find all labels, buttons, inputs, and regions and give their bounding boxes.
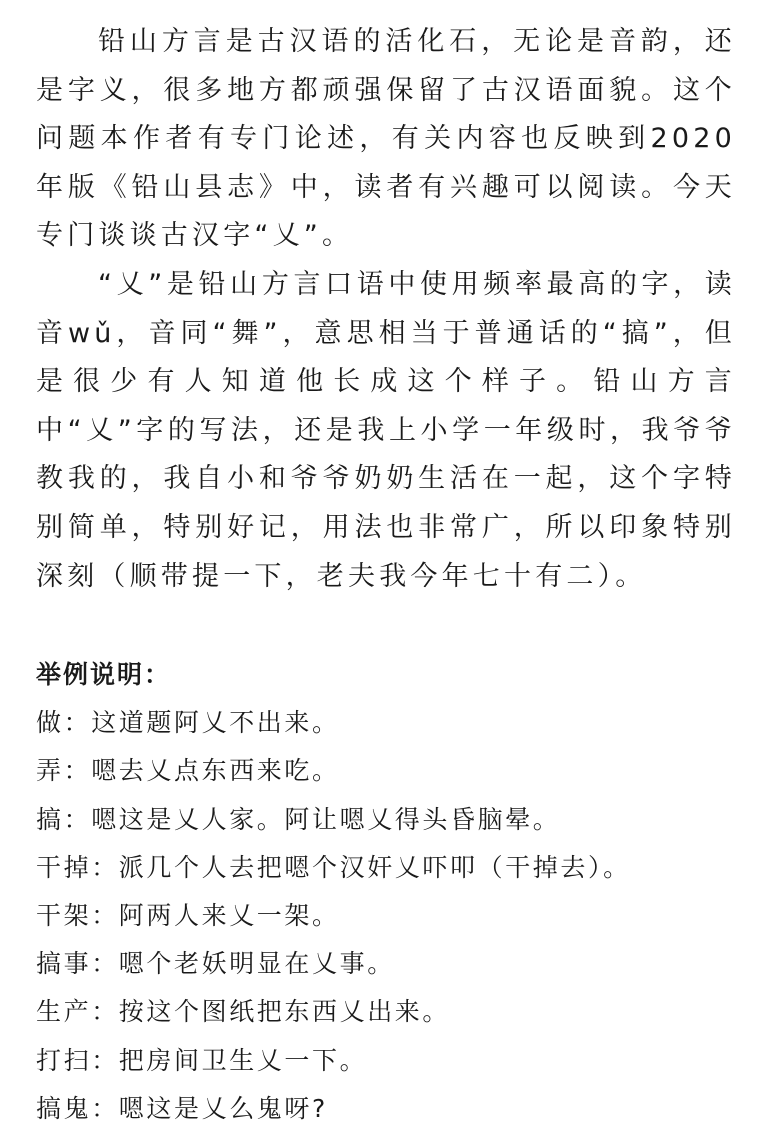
example-item-trouble: 搞事：嗯个老妖明显在乂事。: [36, 949, 395, 979]
article-body: [36, 18, 736, 1133]
section-spacer: [36, 601, 736, 651]
explanation-paragraph: “乂”是铅山方言口语中使用频率最高的字，读音wǔ，音同“舞”，意思相当于普通话的“搞”，但是很少有人知道他长成这个样子。铅山方言中“乂”字的写法，还是我上小学一年级时，我爷爷教我的，我自小和爷爷奶奶生活在一起，这个字特别简单，特别好记，用法也非常广，所以印象特别深刻（顺带提一下，老夫我今年七十有二）。: [36, 268, 736, 592]
example-item-eliminate: 干掉：派几个人去把嗯个汉奸乂吓叩（干掉去）。: [36, 852, 631, 882]
example-item-do: 做：这道题阿乂不出来。: [36, 708, 340, 738]
example-item-fight: 干架：阿两人来乂一架。: [36, 900, 340, 930]
example-item-trick: 搞鬼：嗯这是乂么鬼呀?: [36, 1093, 328, 1123]
example-item-fetch: 弄：嗯去乂点东西来吃。: [36, 756, 340, 786]
example-item-mess: 搞：嗯这是乂人家。阿让嗯乂得头昏脑晕。: [36, 804, 561, 834]
example-item-clean: 打扫：把房间卫生乂一下。: [36, 1045, 368, 1075]
examples-heading: 举例说明：: [36, 660, 172, 690]
examples-list: [36, 699, 736, 1133]
example-item-produce: 生产：按这个图纸把东西乂出来。: [36, 997, 451, 1027]
intro-paragraph: 铅山方言是古汉语的活化石，无论是音韵，还是字义，很多地方都顽强保留了古汉语面貌。这个问题本作者有专门论述，有关内容也反映到2020年版《铅山县志》中，读者有兴趣可以阅读。今天专门谈谈古汉字“乂”。: [36, 26, 736, 252]
